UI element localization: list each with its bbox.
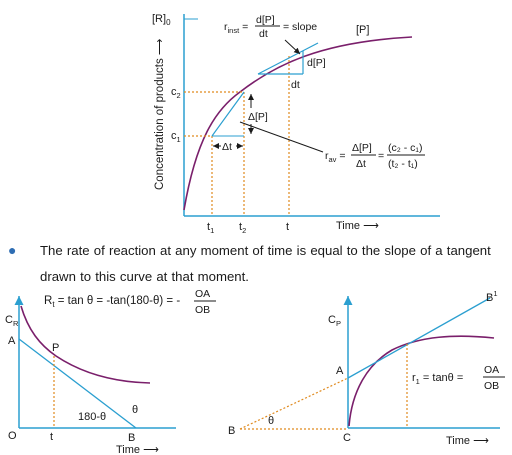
left-formula <box>44 288 216 316</box>
svg-text:rinst =: $r_{inst}$ = <box>224 21 249 35</box>
top-y-axis-title: Concentration of products ⟶ <box>154 38 166 190</box>
left-point-p: P <box>52 342 60 354</box>
svg-text:OB: OB <box>484 380 500 392</box>
left-point-b: B <box>128 432 136 444</box>
left-theta-label: θ <box>132 404 139 416</box>
top-product-curve <box>184 37 412 210</box>
svg-text:d[P]: d[P] <box>256 14 275 26</box>
top-t-label: t <box>286 221 290 233</box>
top-curve-label: [P] <box>356 24 370 36</box>
top-c2-label: $c_2$ <box>171 86 181 100</box>
top-c1-label: $c_1$ <box>171 130 181 144</box>
svg-text:Rt = tan θ = -tan(180-θ) = -: $R_t = \tan \theta = -\tan(180-\theta)$ = - <box>44 295 181 309</box>
right-y-axis-label: $C_P$ <box>328 314 341 328</box>
left-graph <box>5 288 216 455</box>
left-angle-label: 180-θ <box>78 411 107 423</box>
top-dp-label: d[P] <box>307 57 326 69</box>
svg-text:OB: OB <box>195 304 211 316</box>
svg-text:Δt: Δt <box>356 158 366 170</box>
right-formula <box>412 364 505 392</box>
svg-text:OA: OA <box>195 288 211 300</box>
left-y-axis-label: $C_R$ <box>5 314 19 328</box>
svg-text:(c₂ - c₁): (c₂ - c₁) <box>388 142 423 154</box>
svg-text:=: = <box>378 150 385 162</box>
right-point-a: A <box>336 365 344 377</box>
right-point-b: B <box>228 425 236 437</box>
right-tangent-line <box>348 298 490 378</box>
left-t-label: t <box>50 431 54 443</box>
top-r0-label: $[R]_0$ <box>152 13 171 27</box>
right-point-c: C <box>343 432 351 444</box>
svg-text:(t₂ - t₁): (t₂ - t₁) <box>388 158 418 170</box>
top-rav-formula <box>325 142 425 170</box>
svg-text:rav =: $r_{av}$ = <box>325 150 346 164</box>
explanation-paragraph <box>10 238 508 290</box>
top-delta-p-label: Δ[P] <box>248 111 268 123</box>
top-graph <box>152 13 440 235</box>
top-rinst-arrow <box>285 40 300 54</box>
right-x-axis-title: Time ⟶ <box>446 435 489 447</box>
right-graph <box>228 289 505 447</box>
svg-text:Δ[P]: Δ[P] <box>352 142 372 154</box>
right-point-b1: $B^1$ <box>486 289 498 304</box>
top-dt-label: dt <box>291 79 300 91</box>
svg-text:r1 = tanθ =: $r_1 = \tan\theta$ = <box>412 372 464 386</box>
left-point-a: A <box>8 335 16 347</box>
svg-text:OA: OA <box>484 364 500 376</box>
left-reactant-curve <box>21 306 150 383</box>
top-rav-pointer <box>240 122 323 152</box>
svg-text:= slope: = slope <box>283 21 318 33</box>
top-t1-label: $t_1$ <box>207 221 215 235</box>
top-rinst-formula <box>224 14 317 40</box>
svg-text:dt: dt <box>259 28 268 40</box>
right-theta-label: θ <box>268 415 275 427</box>
top-delta-t-label: Δt <box>222 141 232 153</box>
bullet-icon: ● <box>8 242 17 258</box>
paragraph-text: The rate of reaction at any moment of time is equal to the slope of a tangent drawn to this curve at that moment. <box>40 243 491 284</box>
left-point-o: O <box>8 430 17 442</box>
right-extension-dotted <box>240 378 348 429</box>
top-x-axis-title: Time ⟶ <box>336 220 379 232</box>
left-x-axis-title: Time ⟶ <box>116 444 159 455</box>
top-secant-chord <box>212 92 244 136</box>
top-t2-label: $t_2$ <box>239 221 247 235</box>
